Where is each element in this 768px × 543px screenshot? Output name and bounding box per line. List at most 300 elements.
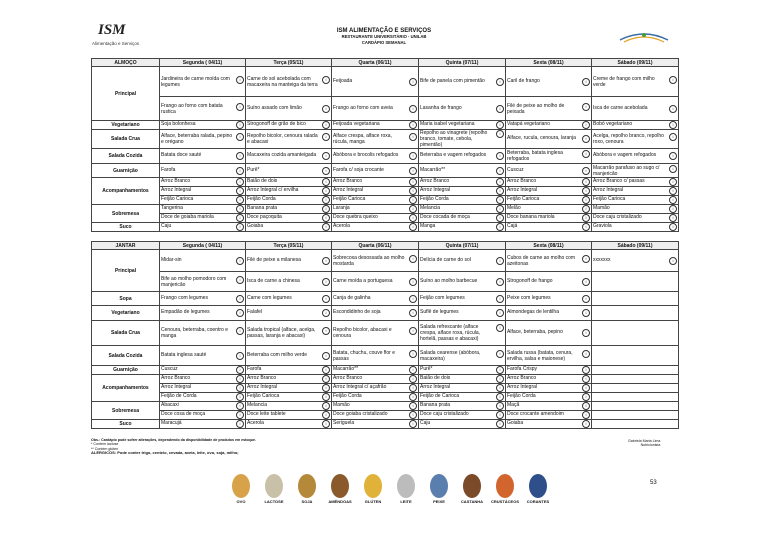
- table-row: [92, 384, 679, 393]
- menu-item-text: Purê*: [247, 166, 260, 173]
- menu-cell: [592, 130, 679, 149]
- menu-cell: [246, 402, 332, 411]
- menu-item-text: Carne moída a portuguesa: [333, 277, 393, 284]
- menu-cell: [332, 205, 419, 214]
- allergen-icon: i: [322, 278, 330, 286]
- menu-item-text: Feijão de Corda: [161, 393, 197, 399]
- menu-item-text: Isca de carne a chinesa: [247, 277, 300, 284]
- notes-gluten: ** Contém glúten: [91, 446, 119, 451]
- allergen-icon: i: [582, 150, 590, 158]
- menu-item-text: Lasanha de frango: [420, 104, 462, 111]
- menu-item-text: Jardineira de carne moída com legumes: [161, 75, 230, 88]
- row-category: Guarnição: [92, 164, 160, 178]
- menu-item-text: Arroz Integral: [333, 187, 364, 193]
- allergen-label: LEITE: [400, 499, 412, 504]
- menu-cell: [246, 375, 332, 384]
- table-row: [92, 214, 679, 223]
- allergen-item: [457, 474, 487, 504]
- menu-cell: [246, 149, 332, 164]
- menu-cell: [592, 214, 679, 223]
- allergen-icon: i: [496, 130, 504, 138]
- menu-cell: [160, 272, 246, 292]
- allergen-icon: i: [669, 152, 677, 160]
- menu-cell: [592, 393, 679, 402]
- table-row: [92, 97, 679, 121]
- menu-cell: [332, 346, 419, 366]
- table-row: [92, 393, 679, 402]
- menu-cell: [506, 366, 592, 375]
- allergen-icon: i: [236, 276, 244, 284]
- allergen-icon: i: [322, 152, 330, 160]
- menu-item-text: Arroz Integral: [161, 384, 192, 390]
- allergen-icon: i: [496, 295, 504, 303]
- allergen-icon: i: [322, 411, 330, 419]
- allergen-icon: i: [496, 178, 504, 186]
- menu-cell: [160, 292, 246, 306]
- menu-item-text: Doce banana mariola: [507, 214, 555, 220]
- menu-item-text: Arroz Branco: [507, 178, 537, 184]
- menu-item-text: Feijoada vegetariana: [333, 121, 380, 127]
- menu-item-text: Peixe com legumes: [507, 294, 551, 301]
- allergen-icon: i: [322, 257, 330, 265]
- menu-cell: [160, 205, 246, 214]
- menu-item-text: Bife ao molho pomodoro com manjericão: [161, 275, 227, 288]
- menu-item-text: Maçã: [507, 402, 520, 408]
- allergen-icon: i: [322, 167, 330, 175]
- allergen-icon: i: [496, 384, 504, 392]
- lunch-col-header: ALMOÇO: [92, 59, 160, 67]
- row-category: Sobremesa: [92, 402, 160, 420]
- table-row: [92, 402, 679, 411]
- allergen-icon: i: [322, 76, 330, 84]
- menu-cell: [592, 306, 679, 321]
- menu-item-text: Abacaxi: [161, 402, 179, 408]
- menu-cell: [419, 149, 506, 164]
- menu-cell: [592, 321, 679, 346]
- menu-cell: [160, 149, 246, 164]
- allergen-icon: i: [409, 187, 417, 195]
- allergen-item: [292, 474, 322, 504]
- allergen-symbol-icon: [265, 474, 283, 498]
- menu-cell: [332, 187, 419, 196]
- menu-item-text: Delícia de carne do sol: [420, 256, 471, 263]
- allergen-icon: i: [236, 205, 244, 213]
- menu-item-text: Acerola: [333, 223, 350, 229]
- allergen-icon: i: [496, 196, 504, 204]
- menu-cell: [419, 196, 506, 205]
- menu-item-text: Filé de peixe ao molho de peixada: [507, 102, 565, 115]
- allergen-icon: i: [322, 121, 330, 129]
- menu-item-text: Farofa c/ soja crocante: [333, 166, 384, 173]
- menu-item-text: Mamão: [333, 402, 350, 408]
- menu-cell: [246, 393, 332, 402]
- menu-item-text: Cuscuz: [161, 366, 178, 372]
- allergen-label: GLÚTEN: [364, 499, 382, 504]
- menu-cell: [506, 306, 592, 321]
- menu-cell: [246, 366, 332, 375]
- menu-cell: [506, 292, 592, 306]
- menu-title: CARDÁPIO SEMANAL: [361, 40, 407, 45]
- menu-cell: [592, 346, 679, 366]
- menu-cell: [246, 196, 332, 205]
- allergen-icon: i: [409, 121, 417, 129]
- menu-cell: [419, 292, 506, 306]
- allergen-icon: i: [236, 384, 244, 392]
- allergen-icon: i: [236, 420, 244, 428]
- allergen-icon: i: [236, 366, 244, 374]
- allergen-icon: i: [236, 214, 244, 222]
- menu-item-text: Maria isabel vegetariana: [420, 121, 475, 127]
- menu-cell: [332, 292, 419, 306]
- allergen-icon: i: [496, 223, 504, 231]
- allergen-icon: i: [236, 393, 244, 401]
- allergen-icon: i: [236, 76, 244, 84]
- allergen-symbol-icon: [397, 474, 415, 498]
- menu-cell: [246, 205, 332, 214]
- table-row: [92, 149, 679, 164]
- menu-cell: [419, 178, 506, 187]
- menu-cell: [332, 321, 419, 346]
- menu-cell: [246, 67, 332, 97]
- table-row: [92, 205, 679, 214]
- menu-cell: [592, 250, 679, 272]
- menu-item-text: Arroz Integral: [420, 187, 451, 193]
- menu-item-text: Arroz Branco c/ passas: [593, 178, 645, 184]
- menu-cell: [246, 321, 332, 346]
- menu-cell: [592, 196, 679, 205]
- allergen-icon: i: [322, 402, 330, 410]
- allergen-icon: i: [322, 178, 330, 186]
- menu-cell: [592, 205, 679, 214]
- allergen-icon: i: [236, 257, 244, 265]
- allergen-icon: i: [409, 384, 417, 392]
- menu-cell: [246, 420, 332, 429]
- allergen-icon: i: [322, 352, 330, 360]
- lunch-col-header: Sexta (08/11): [506, 59, 592, 67]
- menu-cell: [592, 67, 679, 97]
- menu-cell: [506, 149, 592, 164]
- allergen-icon: i: [582, 178, 590, 186]
- menu-item-text: Batata doce sauté: [161, 152, 202, 158]
- allergen-item: [490, 474, 520, 504]
- menu-item-text: Doce caju cristalizado: [420, 411, 469, 417]
- table-row: [92, 223, 679, 232]
- allergen-icon: i: [409, 133, 417, 141]
- allergen-label: CORANTES: [526, 499, 550, 504]
- menu-item-text: Isca de carne acebolada: [593, 104, 648, 111]
- menu-item-text: Repolho bicolor, abacaxi e cenoura: [333, 327, 392, 339]
- menu-item-text: Doce paçoquita: [247, 214, 282, 220]
- table-row: [92, 375, 679, 384]
- allergen-label: CRUSTÁCEOS: [490, 499, 519, 504]
- allergen-icon: i: [582, 402, 590, 410]
- menu-item-text: Salada cearense (abóbora, macaxeira): [420, 349, 481, 362]
- allergen-icon: i: [236, 152, 244, 160]
- menu-cell: [592, 384, 679, 393]
- menu-cell: [332, 214, 419, 223]
- allergen-icon: i: [236, 133, 244, 141]
- menu-cell: [419, 393, 506, 402]
- menu-cell: [592, 121, 679, 130]
- menu-item-text: Arroz Branco: [247, 375, 277, 381]
- allergen-label: CASTANHA: [460, 499, 484, 504]
- menu-cell: [419, 130, 506, 149]
- menu-item-text: Feijão de Carioca: [420, 393, 460, 399]
- menu-cell: [246, 384, 332, 393]
- menu-item-text: Bobó vegetariano: [593, 121, 633, 127]
- menu-cell: [246, 411, 332, 420]
- menu-item-text: Maracujá: [161, 420, 182, 426]
- menu-item-text: Repolho bicolor, cenoura ralada e abacaxi: [247, 133, 318, 145]
- lunch-col-header: Quinta (07/11): [419, 59, 506, 67]
- menu-cell: [332, 130, 419, 149]
- menu-cell: [506, 130, 592, 149]
- allergen-icon: i: [236, 121, 244, 129]
- unit-name: RESTAURANTE UNIVERSITÁRIO - UNILAB: [341, 34, 427, 39]
- allergen-label: AMÊNDOAS: [328, 499, 352, 504]
- menu-item-text: Arroz Integral c/ ervilha: [247, 187, 299, 193]
- menu-cell: [160, 384, 246, 393]
- menu-cell: [419, 306, 506, 321]
- menu-item-text: Acelga, repolho branco, repolho roxo, cenoura: [593, 133, 664, 145]
- table-row: [92, 292, 679, 306]
- menu-item-text: Arroz Integral: [507, 384, 538, 390]
- menu-item-text: Vatapá vegetariano: [507, 121, 550, 127]
- allergen-icon: i: [669, 76, 677, 84]
- menu-item-text: Purê*: [420, 366, 433, 372]
- row-category: Salada Crua: [92, 130, 160, 149]
- allergen-icon: i: [236, 309, 244, 317]
- row-category: Vegetariano: [92, 306, 160, 321]
- menu-cell: [160, 178, 246, 187]
- allergen-icon: i: [496, 121, 504, 129]
- allergen-icon: i: [582, 350, 590, 358]
- menu-cell: [592, 366, 679, 375]
- table-row: [92, 196, 679, 205]
- allergen-icon: i: [669, 133, 677, 141]
- menu-item-text: Melancia: [420, 205, 441, 211]
- menu-cell: [506, 384, 592, 393]
- allergen-item: [358, 474, 388, 504]
- allergen-icon: i: [236, 352, 244, 360]
- allergen-icon: i: [322, 420, 330, 428]
- notes-lactose: * Contém lactose: [91, 442, 119, 447]
- allergen-item: [523, 474, 553, 504]
- allergen-icon: i: [582, 78, 590, 86]
- allergen-symbol-icon: [364, 474, 382, 498]
- menu-item-text: Doce cosa de moça: [161, 411, 206, 417]
- menu-cell: [160, 420, 246, 429]
- menu-cell: [160, 321, 246, 346]
- menu-cell: [506, 196, 592, 205]
- menu-cell: [592, 164, 679, 178]
- logo-mark: ISM: [98, 22, 126, 38]
- lunch-header-row: [92, 59, 679, 67]
- allergen-icon: i: [236, 178, 244, 186]
- allergen-icon: i: [409, 366, 417, 374]
- dinner-table: [91, 241, 679, 429]
- notes: [91, 438, 511, 456]
- allergen-icon: i: [322, 295, 330, 303]
- allergen-icon: i: [582, 187, 590, 195]
- menu-cell: [419, 375, 506, 384]
- menu-cell: [246, 130, 332, 149]
- menu-item-text: Feijoada: [333, 77, 353, 84]
- menu-item-text: Feijão Corda: [420, 196, 449, 202]
- menu-cell: [160, 130, 246, 149]
- menu-cell: [506, 346, 592, 366]
- menu-cell: [332, 250, 419, 272]
- menu-cell: [419, 250, 506, 272]
- allergen-icon: i: [409, 375, 417, 383]
- allergen-icon: i: [236, 187, 244, 195]
- menu-item-text: Midar-sin: [161, 256, 182, 263]
- menu-item-text: Feijão Corda: [333, 393, 362, 399]
- allergen-label: PEIXE: [433, 499, 445, 504]
- menu-cell: [419, 205, 506, 214]
- menu-cell: [506, 121, 592, 130]
- menu-item-text: Laranja: [333, 205, 350, 211]
- allergen-icon: i: [582, 329, 590, 337]
- allergen-icon: i: [582, 135, 590, 143]
- allergen-icon: i: [582, 375, 590, 383]
- allergen-icon: i: [409, 167, 417, 175]
- table-row: [92, 250, 679, 272]
- menu-cell: [332, 420, 419, 429]
- table-row: [92, 306, 679, 321]
- menu-cell: [332, 411, 419, 420]
- org-name: ISM ALIMENTAÇÃO E SERVIÇOS: [336, 28, 432, 34]
- allergen-icon: i: [409, 78, 417, 86]
- allergen-icon: i: [582, 411, 590, 419]
- menu-item-text: Beterraba, batata inglesa refogados: [507, 150, 563, 162]
- menu-cell: [592, 149, 679, 164]
- allergen-icon: i: [409, 223, 417, 231]
- table-row: [92, 321, 679, 346]
- menu-item-text: Manga: [420, 223, 436, 229]
- menu-cell: [160, 121, 246, 130]
- menu-cell: [592, 178, 679, 187]
- allergen-icon: i: [322, 366, 330, 374]
- allergen-icon: i: [669, 105, 677, 113]
- menu-item-text: Soja bolonhesa: [161, 121, 196, 127]
- allergen-icon: i: [322, 196, 330, 204]
- allergen-icon: i: [669, 187, 677, 195]
- menu-cell: [332, 97, 419, 121]
- menu-item-text: Arroz Branco: [420, 178, 450, 184]
- menu-item-text: Canja de galinha: [333, 294, 371, 301]
- allergen-icon: i: [496, 214, 504, 222]
- menu-item-text: Salada russa (batata, cenura, ervilha, salsa e maionese): [507, 349, 573, 362]
- menu-item-text: Cuscuz: [507, 166, 524, 173]
- menu-item-text: Arroz Integral c/ açafrão: [333, 384, 387, 390]
- allergen-symbol-icon: [298, 474, 316, 498]
- menu-item-text: Goiaba: [247, 223, 264, 229]
- allergen-icon: i: [322, 214, 330, 222]
- menu-item-text: Cubos de carne ao molho com azeitonas: [507, 254, 576, 267]
- menu-item-text: Almondegas de lentilha: [507, 309, 559, 315]
- allergen-icon: i: [322, 375, 330, 383]
- menu-item-text: Arroz Integral: [593, 187, 624, 193]
- menu-item-text: Alface, rucula, cenoura, laranja: [507, 135, 576, 141]
- allergen-icon: i: [496, 167, 504, 175]
- allergen-symbol-icon: [529, 474, 547, 498]
- menu-item-text: Feijão Carioca: [247, 393, 280, 399]
- allergen-icon: i: [582, 121, 590, 129]
- menu-item-text: Escondidinho de soja: [333, 309, 381, 315]
- row-category: Salada Cozida: [92, 346, 160, 366]
- menu-item-text: Cenoura, beterraba, coentro e manga: [161, 327, 228, 339]
- menu-cell: [419, 97, 506, 121]
- allergen-icon: i: [236, 411, 244, 419]
- menu-item-text: Salada tropical (alface, acelga, passas, laranja e abacaxi): [247, 327, 316, 339]
- menu-item-text: Salada refrescante (alface crespa, alface roxa, rúcula, hortelã, passas e abacaxi): [420, 324, 481, 342]
- menu-item-text: Caril de frango: [507, 77, 540, 84]
- menu-cell: [419, 321, 506, 346]
- menu-cell: [246, 223, 332, 232]
- menu-cell: [332, 393, 419, 402]
- menu-cell: [592, 411, 679, 420]
- menu-cell: [332, 196, 419, 205]
- menu-item-text: Goiaba: [507, 420, 524, 426]
- menu-cell: [160, 346, 246, 366]
- menu-item-text: Feijão com legumes: [420, 294, 465, 301]
- menu-cell: [332, 67, 419, 97]
- menu-item-text: Doce de goiaba mariola: [161, 214, 214, 220]
- menu-item-text: Feijão Carioca: [593, 196, 626, 202]
- allergen-icon: i: [496, 375, 504, 383]
- menu-cell: [592, 292, 679, 306]
- allergen-icon: i: [669, 257, 677, 265]
- menu-cell: [506, 272, 592, 292]
- allergen-icon: i: [582, 255, 590, 263]
- menu-cell: [160, 196, 246, 205]
- menu-item-text: Filé de peixe a milanesa: [247, 256, 301, 263]
- menu-item-text: Macarrão**: [420, 166, 446, 173]
- menu-cell: [332, 366, 419, 375]
- allergen-icon: i: [496, 205, 504, 213]
- table-row: [92, 411, 679, 420]
- allergen-label: SOJA: [301, 499, 313, 504]
- menu-cell: [592, 402, 679, 411]
- allergen-icon: i: [496, 105, 504, 113]
- allergen-icon: i: [409, 255, 417, 263]
- menu-item-text: Strogonoff de grão de bico: [247, 121, 306, 127]
- allergen-item: [226, 474, 256, 504]
- menu-cell: [160, 402, 246, 411]
- menu-cell: [419, 67, 506, 97]
- allergen-symbol-icon: [463, 474, 481, 498]
- menu-item-text: Acerola: [247, 420, 264, 426]
- menu-item-text: Sobrecoxa desossada ao molho mostarda: [333, 254, 405, 267]
- row-category: Guarnição: [92, 366, 160, 375]
- menu-item-text: Graviola: [593, 223, 612, 229]
- allergen-icon: i: [496, 411, 504, 419]
- allergen-legend: [226, 474, 566, 514]
- menu-item-text: Arroz Integral: [161, 187, 192, 193]
- allergen-icon: i: [236, 223, 244, 231]
- menu-cell: [246, 272, 332, 292]
- table-row: [92, 187, 679, 196]
- dinner-col-header: Segunda ( 04/11): [160, 242, 246, 250]
- lunch-col-header: Quarta (06/11): [332, 59, 419, 67]
- allergen-icon: i: [322, 187, 330, 195]
- allergen-icon: i: [322, 205, 330, 213]
- allergen-icon: i: [582, 103, 590, 111]
- allergen-icon: i: [582, 278, 590, 286]
- dinner-col-header: Quinta (07/11): [419, 242, 506, 250]
- row-category: Salada Crua: [92, 321, 160, 346]
